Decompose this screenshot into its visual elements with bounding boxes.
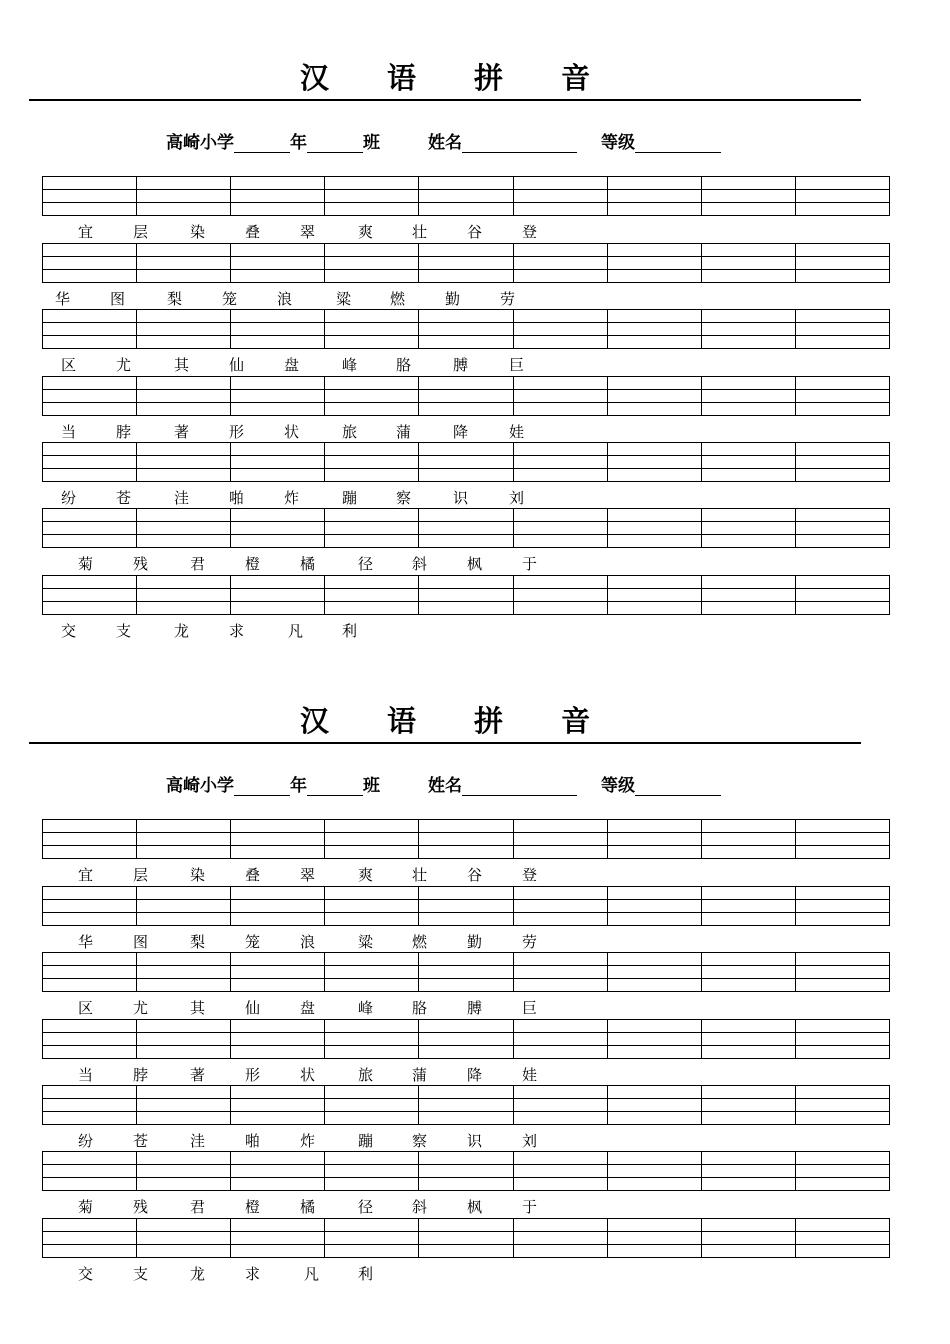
hanzi-character: 尤: [133, 999, 149, 1017]
hanzi-character: 著: [190, 1066, 206, 1084]
level-label: 等级: [601, 133, 635, 153]
hanzi-character: 梨: [167, 290, 183, 308]
name-blank[interactable]: [462, 134, 577, 153]
pinyin-writing-cell[interactable]: [607, 887, 701, 925]
pinyin-writing-cell[interactable]: [230, 1219, 324, 1257]
pinyin-writing-cell[interactable]: [795, 1020, 889, 1058]
pinyin-writing-cell[interactable]: [701, 820, 795, 858]
hanzi-character: 宜: [78, 223, 94, 241]
pinyin-writing-cell[interactable]: [230, 509, 324, 547]
hanzi-character: 苍: [116, 489, 132, 507]
hanzi-character: 粱: [358, 933, 374, 951]
hanzi-character: 枫: [467, 1198, 483, 1216]
pinyin-writing-cell[interactable]: [607, 1020, 701, 1058]
pinyin-writing-cell[interactable]: [418, 1219, 512, 1257]
pinyin-writing-cell[interactable]: [513, 1219, 607, 1257]
grade-label: 年: [290, 133, 307, 153]
pinyin-writing-cell[interactable]: [43, 820, 136, 858]
hanzi-character: 峰: [358, 999, 374, 1017]
pinyin-writing-cell[interactable]: [607, 953, 701, 991]
hanzi-character: 纷: [78, 1132, 94, 1150]
class-blank[interactable]: [307, 777, 363, 796]
pinyin-writing-grid: [42, 309, 890, 349]
character-row: [0, 421, 950, 441]
pinyin-writing-cell[interactable]: [43, 1152, 136, 1190]
class-label: 班: [363, 133, 380, 153]
hanzi-character: 劳: [522, 933, 538, 951]
hanzi-character: 梨: [190, 933, 206, 951]
hanzi-character: 形: [229, 423, 245, 441]
pinyin-writing-cell[interactable]: [795, 509, 889, 547]
pinyin-writing-cell[interactable]: [418, 377, 512, 415]
pinyin-writing-cell[interactable]: [418, 1020, 512, 1058]
pinyin-writing-cell[interactable]: [324, 244, 418, 282]
pinyin-writing-cell[interactable]: [607, 310, 701, 348]
hanzi-character: 登: [522, 866, 538, 884]
pinyin-writing-grid: [42, 886, 890, 926]
hanzi-character: 盘: [284, 356, 300, 374]
character-row: [0, 1196, 950, 1216]
pinyin-writing-cell[interactable]: [795, 443, 889, 481]
pinyin-writing-cell[interactable]: [136, 820, 230, 858]
hanzi-character: 菊: [78, 1198, 94, 1216]
hanzi-character: 蒲: [412, 1066, 428, 1084]
name-blank[interactable]: [462, 777, 577, 796]
pinyin-writing-cell[interactable]: [701, 177, 795, 215]
hanzi-character: 橘: [300, 555, 316, 573]
hanzi-character: 刘: [509, 489, 525, 507]
pinyin-writing-cell[interactable]: [324, 177, 418, 215]
pinyin-writing-grid: [42, 1151, 890, 1191]
pinyin-writing-cell[interactable]: [43, 310, 136, 348]
pinyin-writing-cell[interactable]: [418, 244, 512, 282]
pinyin-writing-cell[interactable]: [701, 1020, 795, 1058]
pinyin-writing-cell[interactable]: [701, 443, 795, 481]
hanzi-character: 膊: [453, 356, 469, 374]
hanzi-character: 利: [358, 1265, 374, 1283]
hanzi-character: 状: [300, 1066, 316, 1084]
hanzi-character: 交: [78, 1265, 94, 1283]
hanzi-character: 图: [133, 933, 149, 951]
hanzi-character: 降: [467, 1066, 483, 1084]
hanzi-character: 其: [174, 356, 190, 374]
hanzi-character: 苍: [133, 1132, 149, 1150]
hanzi-character: 区: [78, 999, 94, 1017]
pinyin-writing-cell[interactable]: [513, 244, 607, 282]
pinyin-writing-cell[interactable]: [136, 177, 230, 215]
character-row: [0, 1130, 950, 1150]
hanzi-character: 峰: [342, 356, 358, 374]
hanzi-character: 于: [522, 555, 538, 573]
pinyin-writing-cell[interactable]: [418, 820, 512, 858]
hanzi-character: 谷: [467, 866, 483, 884]
hanzi-character: 啪: [245, 1132, 261, 1150]
hanzi-character: 识: [453, 489, 469, 507]
hanzi-character: 龙: [174, 622, 190, 640]
hanzi-character: 识: [467, 1132, 483, 1150]
hanzi-character: 勤: [445, 290, 461, 308]
pinyin-writing-cell[interactable]: [43, 377, 136, 415]
name-label: 姓名: [428, 776, 462, 796]
pinyin-writing-cell[interactable]: [230, 377, 324, 415]
pinyin-writing-cell[interactable]: [324, 887, 418, 925]
pinyin-writing-cell[interactable]: [136, 1152, 230, 1190]
pinyin-writing-cell[interactable]: [607, 1152, 701, 1190]
pinyin-writing-cell[interactable]: [795, 1219, 889, 1257]
hanzi-character: 染: [190, 223, 206, 241]
pinyin-writing-cell[interactable]: [607, 443, 701, 481]
hanzi-character: 著: [174, 423, 190, 441]
pinyin-writing-cell[interactable]: [324, 443, 418, 481]
hanzi-character: 浪: [300, 933, 316, 951]
character-row: [0, 620, 950, 640]
pinyin-writing-cell[interactable]: [230, 244, 324, 282]
hanzi-character: 脖: [116, 423, 132, 441]
school-label: 高崎小学: [166, 776, 234, 796]
hanzi-character: 纷: [61, 489, 77, 507]
character-row: [0, 288, 950, 308]
pinyin-writing-cell[interactable]: [701, 377, 795, 415]
hanzi-character: 状: [284, 423, 300, 441]
pinyin-writing-cell[interactable]: [795, 244, 889, 282]
pinyin-writing-grid: [42, 1085, 890, 1125]
character-row: [0, 997, 950, 1017]
hanzi-character: 燃: [390, 290, 406, 308]
pinyin-writing-cell[interactable]: [230, 1086, 324, 1124]
pinyin-writing-cell[interactable]: [513, 377, 607, 415]
hanzi-character: 蹦: [358, 1132, 374, 1150]
pinyin-writing-cell[interactable]: [795, 887, 889, 925]
pinyin-writing-cell[interactable]: [136, 1219, 230, 1257]
pinyin-writing-cell[interactable]: [795, 576, 889, 614]
hanzi-character: 巨: [509, 356, 525, 374]
pinyin-writing-cell[interactable]: [230, 310, 324, 348]
pinyin-writing-cell[interactable]: [513, 576, 607, 614]
student-info-line: [166, 128, 721, 153]
pinyin-writing-cell[interactable]: [795, 177, 889, 215]
pinyin-writing-cell[interactable]: [324, 1219, 418, 1257]
pinyin-writing-cell[interactable]: [136, 244, 230, 282]
pinyin-writing-cell[interactable]: [43, 576, 136, 614]
hanzi-character: 翠: [300, 223, 316, 241]
pinyin-writing-cell[interactable]: [230, 1152, 324, 1190]
hanzi-character: 残: [133, 555, 149, 573]
hanzi-character: 尤: [116, 356, 132, 374]
pinyin-writing-cell[interactable]: [136, 953, 230, 991]
pinyin-writing-cell[interactable]: [795, 953, 889, 991]
hanzi-character: 华: [55, 290, 71, 308]
pinyin-writing-cell[interactable]: [43, 953, 136, 991]
pinyin-writing-cell[interactable]: [43, 1020, 136, 1058]
pinyin-writing-cell[interactable]: [513, 310, 607, 348]
pinyin-writing-cell[interactable]: [418, 509, 512, 547]
pinyin-writing-cell[interactable]: [795, 1086, 889, 1124]
hanzi-character: 蹦: [342, 489, 358, 507]
hanzi-character: 笼: [222, 290, 238, 308]
pinyin-writing-cell[interactable]: [324, 576, 418, 614]
level-blank[interactable]: [635, 777, 721, 796]
pinyin-writing-cell[interactable]: [230, 1020, 324, 1058]
hanzi-character: 于: [522, 1198, 538, 1216]
pinyin-writing-grid: [42, 1218, 890, 1258]
pinyin-writing-grid: [42, 243, 890, 283]
pinyin-writing-cell[interactable]: [701, 244, 795, 282]
hanzi-character: 降: [453, 423, 469, 441]
pinyin-writing-grid: [42, 819, 890, 859]
pinyin-writing-cell[interactable]: [513, 1152, 607, 1190]
hanzi-character: 染: [190, 866, 206, 884]
pinyin-writing-cell[interactable]: [795, 377, 889, 415]
hanzi-character: 残: [133, 1198, 149, 1216]
pinyin-writing-cell[interactable]: [513, 1020, 607, 1058]
hanzi-character: 粱: [336, 290, 352, 308]
hanzi-character: 翠: [300, 866, 316, 884]
pinyin-writing-cell[interactable]: [418, 310, 512, 348]
hanzi-character: 壮: [412, 223, 428, 241]
hanzi-character: 求: [229, 622, 245, 640]
pinyin-writing-cell[interactable]: [136, 509, 230, 547]
pinyin-writing-cell[interactable]: [795, 820, 889, 858]
hanzi-character: 娃: [522, 1066, 538, 1084]
pinyin-writing-cell[interactable]: [324, 1152, 418, 1190]
grade-label: 年: [290, 776, 307, 796]
hanzi-character: 宜: [78, 866, 94, 884]
pinyin-writing-grid: [42, 442, 890, 482]
hanzi-character: 凡: [288, 622, 304, 640]
hanzi-character: 仙: [229, 356, 245, 374]
pinyin-writing-cell[interactable]: [136, 1086, 230, 1124]
hanzi-character: 橘: [300, 1198, 316, 1216]
hanzi-character: 君: [190, 1198, 206, 1216]
pinyin-writing-grid: [42, 376, 890, 416]
title-rule: [29, 742, 861, 744]
pinyin-writing-grid: [42, 952, 890, 992]
pinyin-writing-cell[interactable]: [324, 509, 418, 547]
pinyin-writing-cell[interactable]: [795, 1152, 889, 1190]
hanzi-character: 径: [358, 1198, 374, 1216]
pinyin-writing-cell[interactable]: [43, 177, 136, 215]
pinyin-writing-cell[interactable]: [607, 1086, 701, 1124]
pinyin-writing-cell[interactable]: [230, 443, 324, 481]
class-blank[interactable]: [307, 134, 363, 153]
pinyin-writing-cell[interactable]: [43, 887, 136, 925]
hanzi-character: 娃: [509, 423, 525, 441]
hanzi-character: 当: [78, 1066, 94, 1084]
pinyin-writing-cell[interactable]: [418, 953, 512, 991]
pinyin-writing-cell[interactable]: [607, 1219, 701, 1257]
hanzi-character: 洼: [190, 1132, 206, 1150]
hanzi-character: 凡: [304, 1265, 320, 1283]
pinyin-writing-cell[interactable]: [607, 177, 701, 215]
pinyin-writing-cell[interactable]: [513, 887, 607, 925]
pinyin-writing-cell[interactable]: [43, 1086, 136, 1124]
hanzi-character: 求: [245, 1265, 261, 1283]
student-info-line: [166, 771, 721, 796]
pinyin-writing-cell[interactable]: [607, 244, 701, 282]
pinyin-writing-grid: [42, 508, 890, 548]
pinyin-writing-cell[interactable]: [607, 820, 701, 858]
class-label: 班: [363, 776, 380, 796]
pinyin-writing-cell[interactable]: [607, 576, 701, 614]
pinyin-writing-grid: [42, 176, 890, 216]
school-label: 高崎小学: [166, 133, 234, 153]
pinyin-writing-cell[interactable]: [136, 887, 230, 925]
hanzi-character: 层: [133, 223, 149, 241]
hanzi-character: 仙: [245, 999, 261, 1017]
pinyin-writing-cell[interactable]: [43, 244, 136, 282]
pinyin-writing-cell[interactable]: [324, 820, 418, 858]
pinyin-writing-cell[interactable]: [418, 443, 512, 481]
hanzi-character: 炸: [300, 1132, 316, 1150]
hanzi-character: 爽: [358, 223, 374, 241]
hanzi-character: 膊: [467, 999, 483, 1017]
pinyin-writing-cell[interactable]: [513, 820, 607, 858]
hanzi-character: 勤: [467, 933, 483, 951]
hanzi-character: 劳: [500, 290, 516, 308]
pinyin-writing-cell[interactable]: [43, 509, 136, 547]
pinyin-writing-cell[interactable]: [324, 1020, 418, 1058]
hanzi-character: 燃: [412, 933, 428, 951]
hanzi-character: 斜: [412, 1198, 428, 1216]
pinyin-writing-cell[interactable]: [136, 1020, 230, 1058]
hanzi-character: 枫: [467, 555, 483, 573]
pinyin-writing-cell[interactable]: [607, 377, 701, 415]
hanzi-character: 径: [358, 555, 374, 573]
hanzi-character: 菊: [78, 555, 94, 573]
pinyin-writing-cell[interactable]: [230, 576, 324, 614]
pinyin-writing-grid: [42, 1019, 890, 1059]
page-title: 汉 语 拼 音: [299, 704, 615, 738]
hanzi-character: 当: [61, 423, 77, 441]
pinyin-writing-cell[interactable]: [43, 1219, 136, 1257]
character-row: [0, 864, 950, 884]
pinyin-writing-cell[interactable]: [43, 443, 136, 481]
hanzi-character: 支: [133, 1265, 149, 1283]
pinyin-writing-cell[interactable]: [418, 177, 512, 215]
pinyin-writing-cell[interactable]: [324, 953, 418, 991]
pinyin-writing-cell[interactable]: [701, 310, 795, 348]
pinyin-writing-cell[interactable]: [513, 177, 607, 215]
pinyin-writing-cell[interactable]: [513, 1086, 607, 1124]
pinyin-writing-cell[interactable]: [513, 443, 607, 481]
pinyin-writing-cell[interactable]: [230, 953, 324, 991]
hanzi-character: 层: [133, 866, 149, 884]
hanzi-character: 利: [342, 622, 358, 640]
level-label: 等级: [601, 776, 635, 796]
pinyin-writing-cell[interactable]: [795, 310, 889, 348]
hanzi-character: 叠: [245, 223, 261, 241]
grade-blank[interactable]: [234, 134, 290, 153]
pinyin-writing-cell[interactable]: [701, 1219, 795, 1257]
hanzi-character: 支: [116, 622, 132, 640]
pinyin-writing-cell[interactable]: [701, 1152, 795, 1190]
hanzi-character: 刘: [522, 1132, 538, 1150]
pinyin-writing-cell[interactable]: [513, 953, 607, 991]
hanzi-character: 旅: [358, 1066, 374, 1084]
hanzi-character: 察: [412, 1132, 428, 1150]
hanzi-character: 壮: [412, 866, 428, 884]
pinyin-writing-cell[interactable]: [230, 887, 324, 925]
pinyin-writing-cell[interactable]: [136, 576, 230, 614]
pinyin-writing-cell[interactable]: [418, 1152, 512, 1190]
hanzi-character: 盘: [300, 999, 316, 1017]
character-row: [0, 931, 950, 951]
pinyin-writing-cell[interactable]: [230, 820, 324, 858]
pinyin-writing-cell[interactable]: [418, 1086, 512, 1124]
pinyin-writing-cell[interactable]: [701, 576, 795, 614]
pinyin-writing-cell[interactable]: [418, 576, 512, 614]
hanzi-character: 谷: [467, 223, 483, 241]
hanzi-character: 察: [396, 489, 412, 507]
pinyin-writing-cell[interactable]: [607, 509, 701, 547]
pinyin-writing-cell[interactable]: [324, 1086, 418, 1124]
hanzi-character: 龙: [190, 1265, 206, 1283]
hanzi-character: 胳: [412, 999, 428, 1017]
pinyin-writing-cell[interactable]: [701, 1086, 795, 1124]
level-blank[interactable]: [635, 134, 721, 153]
hanzi-character: 笼: [245, 933, 261, 951]
hanzi-character: 登: [522, 223, 538, 241]
pinyin-writing-cell[interactable]: [418, 887, 512, 925]
pinyin-writing-cell[interactable]: [701, 953, 795, 991]
title-rule: [29, 99, 861, 101]
pinyin-writing-cell[interactable]: [136, 310, 230, 348]
hanzi-character: 浪: [277, 290, 293, 308]
pinyin-writing-cell[interactable]: [701, 509, 795, 547]
hanzi-character: 旅: [342, 423, 358, 441]
character-row: [0, 553, 950, 573]
hanzi-character: 洼: [174, 489, 190, 507]
hanzi-character: 橙: [245, 555, 261, 573]
hanzi-character: 巨: [522, 999, 538, 1017]
hanzi-character: 啪: [229, 489, 245, 507]
hanzi-character: 胳: [396, 356, 412, 374]
name-label: 姓名: [428, 133, 462, 153]
character-row: [0, 221, 950, 241]
character-row: [0, 354, 950, 374]
pinyin-writing-cell[interactable]: [324, 377, 418, 415]
pinyin-writing-cell[interactable]: [701, 887, 795, 925]
character-row: [0, 1263, 950, 1283]
hanzi-character: 叠: [245, 866, 261, 884]
hanzi-character: 图: [110, 290, 126, 308]
hanzi-character: 君: [190, 555, 206, 573]
hanzi-character: 炸: [284, 489, 300, 507]
pinyin-writing-cell[interactable]: [136, 377, 230, 415]
page-title: 汉 语 拼 音: [299, 61, 615, 95]
hanzi-character: 华: [78, 933, 94, 951]
hanzi-character: 爽: [358, 866, 374, 884]
hanzi-character: 橙: [245, 1198, 261, 1216]
pinyin-writing-cell[interactable]: [136, 443, 230, 481]
pinyin-writing-grid: [42, 575, 890, 615]
hanzi-character: 形: [245, 1066, 261, 1084]
hanzi-character: 脖: [133, 1066, 149, 1084]
hanzi-character: 蒲: [396, 423, 412, 441]
pinyin-writing-cell[interactable]: [324, 310, 418, 348]
pinyin-writing-cell[interactable]: [230, 177, 324, 215]
hanzi-character: 区: [61, 356, 77, 374]
hanzi-character: 斜: [412, 555, 428, 573]
pinyin-writing-cell[interactable]: [513, 509, 607, 547]
hanzi-character: 其: [190, 999, 206, 1017]
grade-blank[interactable]: [234, 777, 290, 796]
character-row: [0, 487, 950, 507]
character-row: [0, 1064, 950, 1084]
hanzi-character: 交: [61, 622, 77, 640]
